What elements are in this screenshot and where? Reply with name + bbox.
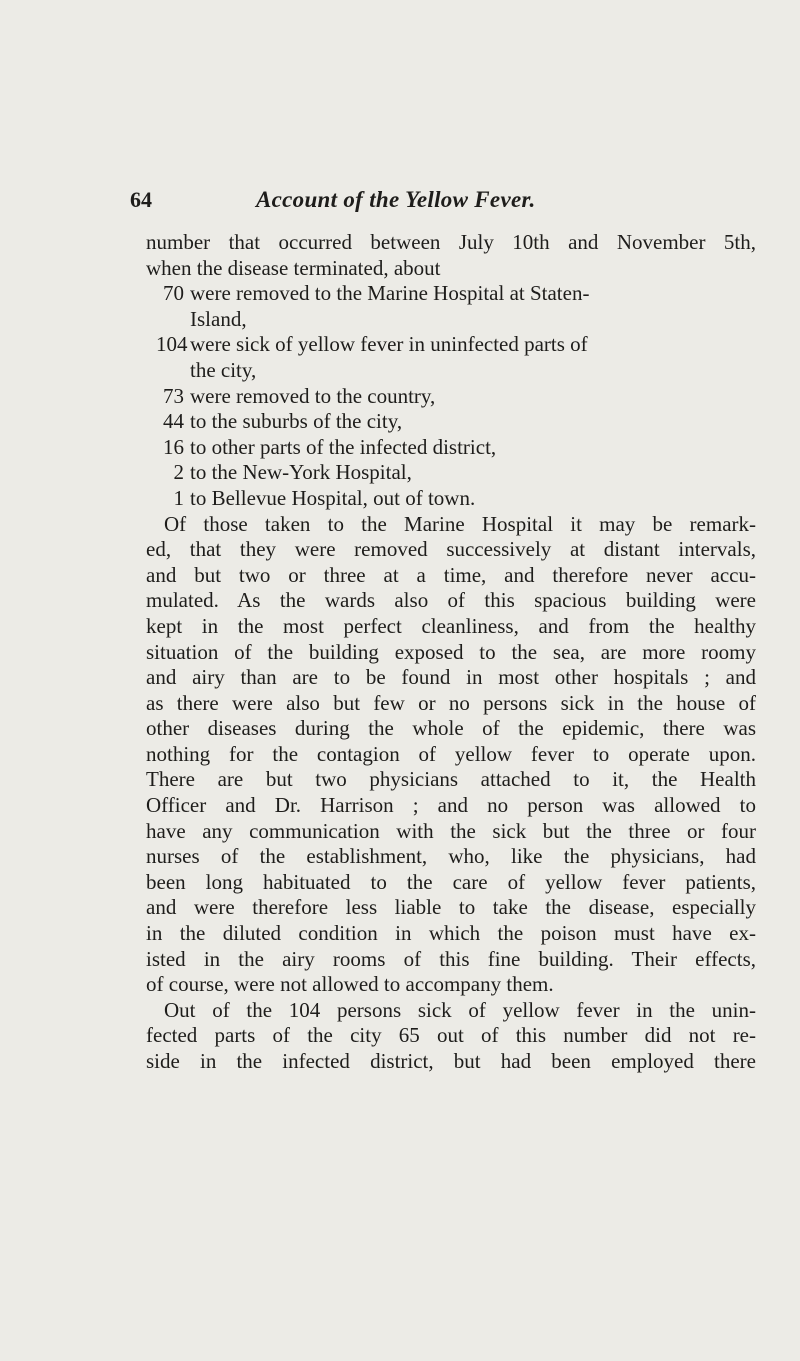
list-item-number: 2: [173, 460, 184, 485]
list-item-number: 44: [163, 409, 184, 434]
list-item-text: to other parts of the infected district,: [190, 434, 497, 459]
text-line: ed, that they were removed successively at distant intervals,: [146, 537, 756, 562]
list-item-text: to Bellevue Hospital, out of town.: [190, 485, 476, 510]
text-line: of course, were not allowed to accompany them.: [146, 972, 554, 997]
text-line: in the diluted condition in which the poison must have ex-: [146, 921, 756, 946]
text-line: and but two or three at a time, and therefore never accu-: [146, 562, 756, 587]
list-item: [146, 384, 756, 410]
paragraph-first-line: Of those taken to the Marine Hospital it may be remark-: [164, 511, 756, 536]
text-line: kept in the most perfect cleanliness, and from the healthy: [146, 613, 756, 638]
text-line: Officer and Dr. Harrison ; and no person was allowed to: [146, 793, 756, 818]
page-header: [130, 187, 730, 217]
text-line: There are but two physicians attached to it, the Health: [146, 767, 756, 792]
list-item: [146, 409, 756, 435]
text-line: number that occurred between July 10th and November 5th,: [146, 230, 756, 254]
text-line: side in the infected district, but had been employed there: [146, 1049, 756, 1073]
list-item: [146, 435, 756, 461]
body-text: [146, 230, 756, 1075]
text-line: mulated. As the wards also of this spacious building were: [146, 588, 756, 613]
list-item: [146, 460, 756, 486]
text-line: nurses of the establishment, who, like the physicians, had: [146, 844, 756, 869]
text-line: when the disease terminated, about: [146, 255, 441, 280]
list-item-text: to the New-York Hospital,: [190, 460, 412, 485]
text-line: isted in the airy rooms of this fine building. Their effects,: [146, 946, 756, 971]
running-title: Account of the Yellow Fever.: [256, 187, 536, 212]
text-line: other diseases during the whole of the epidemic, there was: [146, 716, 756, 741]
text-line: fected parts of the city 65 out of this number did not re-: [146, 1023, 756, 1048]
list-item-continuation: Island,: [190, 306, 247, 331]
list-item-number: 73: [163, 383, 184, 408]
paragraph-first-line: Out of the 104 persons sick of yellow fever in the unin-: [164, 997, 756, 1022]
list-item-number: 16: [163, 434, 184, 459]
list-item-text: to the suburbs of the city,: [190, 409, 403, 434]
list-item: [146, 486, 756, 512]
text-line: and airy than are to be found in most other hospitals ; and: [146, 665, 756, 690]
text-line: and were therefore less liable to take the disease, especially: [146, 895, 756, 920]
page-number: 64: [130, 187, 152, 212]
list-item: [146, 332, 756, 358]
list-item-text: were removed to the country,: [190, 383, 436, 408]
list-item: [146, 281, 756, 307]
text-line: as there were also but few or no persons sick in the house of: [146, 690, 756, 715]
list-item-text: were removed to the Marine Hospital at Staten-: [190, 281, 590, 306]
list-item-text: were sick of yellow fever in uninfected parts of: [190, 332, 588, 357]
list-item-number: 1: [173, 485, 184, 510]
list-item-continuation: the city,: [190, 357, 257, 382]
list-item-number: 104: [156, 332, 188, 357]
text-line: nothing for the contagion of yellow fever to operate upon.: [146, 741, 756, 766]
list-item-number: 70: [163, 281, 184, 306]
text-line: been long habituated to the care of yellow fever patients,: [146, 869, 756, 894]
text-line: have any communication with the sick but the three or four: [146, 818, 756, 843]
text-line: situation of the building exposed to the sea, are more roomy: [146, 639, 756, 664]
